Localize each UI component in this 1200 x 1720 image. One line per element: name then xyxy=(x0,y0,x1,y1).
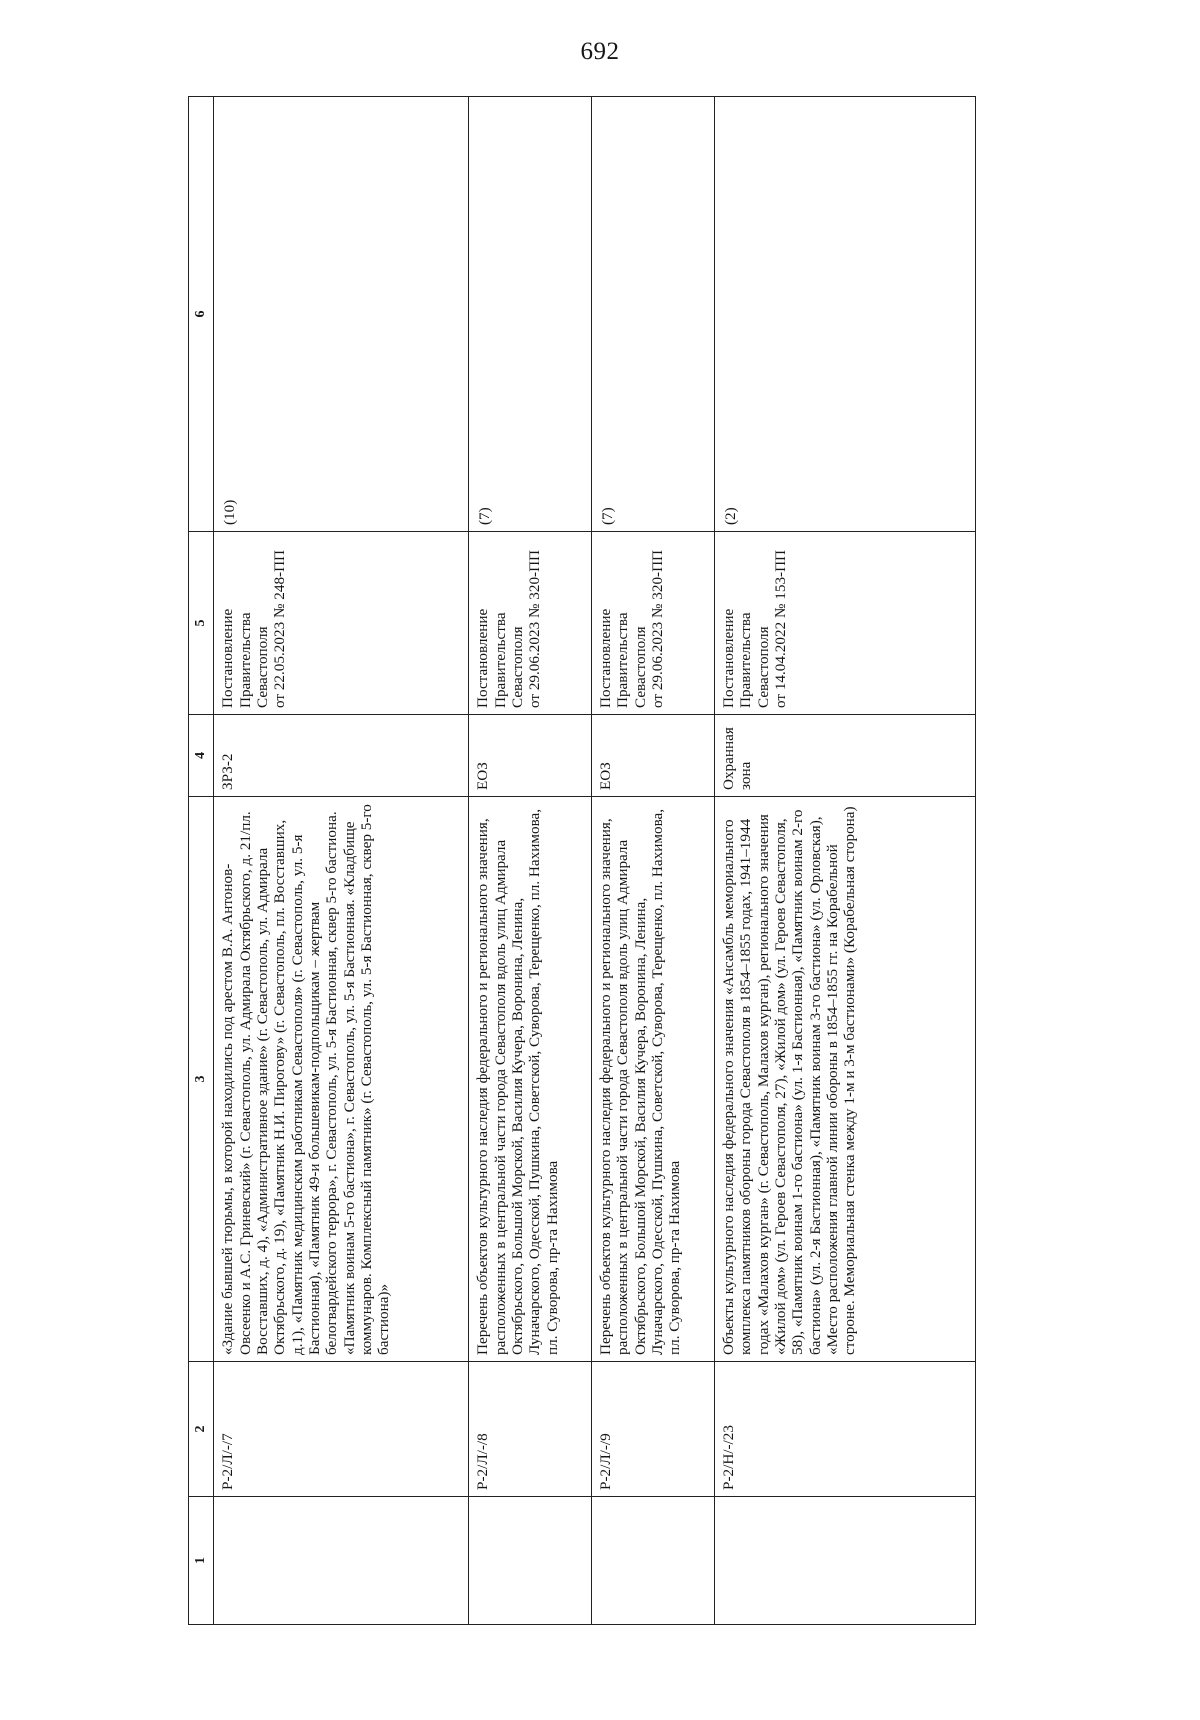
document-line: Севастополя xyxy=(254,626,272,708)
column-header: 6 xyxy=(189,97,214,532)
document-line: Постановление xyxy=(597,608,615,708)
code-cell: Р-2/Н/-/23 xyxy=(714,1362,975,1497)
document-line: Севастополя xyxy=(508,626,526,708)
document-line: Постановление xyxy=(219,608,237,708)
code-cell: Р-2/Л/-/8 xyxy=(469,1362,592,1497)
document-line: от 29.06.2023 № 320-ПП xyxy=(649,549,667,708)
note-cell: (10) xyxy=(214,97,469,532)
row-number-cell xyxy=(592,1497,715,1625)
column-header: 2 xyxy=(189,1362,214,1497)
document-line: Правительства xyxy=(236,612,254,708)
description-cell: Перечень объектов культурного наследия федерального и регионального значения, расположенных в центральной части города Севастополя вдоль улиц Адмирала Октябрьского, Большой Морской, Василия Кучера, Воронина, Ленина, Луначарского, Одесской, Пушкина, Советской, Суворова, Терещенко, пл. Нахимова, пл. Суворова, пр-та Нахимова xyxy=(592,797,715,1362)
row-number-cell xyxy=(714,1497,975,1625)
table-row xyxy=(469,97,592,1625)
document-line: от 29.06.2023 № 320-ПП xyxy=(526,549,544,708)
column-header: 1 xyxy=(189,1497,214,1625)
zone-cell: ЗРЗ-2 xyxy=(214,715,469,797)
zone-cell: ЕОЗ xyxy=(469,715,592,797)
document-cell xyxy=(469,532,592,715)
heritage-table xyxy=(188,96,976,1625)
document-line: Постановление xyxy=(474,608,492,708)
document-line: Правительства xyxy=(491,612,509,708)
table-row xyxy=(714,97,975,1625)
row-number-cell xyxy=(214,1497,469,1625)
document-line: Севастополя xyxy=(631,626,649,708)
table-row xyxy=(592,97,715,1625)
row-number-cell xyxy=(469,1497,592,1625)
code-cell: Р-2/Л/-/7 xyxy=(214,1362,469,1497)
rotated-table-wrapper xyxy=(188,97,976,1625)
document-cell xyxy=(214,532,469,715)
page-number: 692 xyxy=(580,38,620,65)
description-cell: «Здание бывшей тюрьмы, в которой находились под арестом В.А. Антонов-Овсеенко и А.С. Гриневский» (г. Севастополь, ул. Адмирала Октябрьского, д. 21/пл. Восставших, д. 4), «Административное здание» (г. Севастополь, ул. Адмирала Октябрьского, д. 19), «Памятник Н.И. Пирогову» (г. Севастополь, пл. Восставших, д.1), «Памятник медицинским работникам Севастополя» (г. Севастополь, ул. 5-я Бастионная), «Памятник 49-и большевикам-подпольщикам – жертвам белогвардейского террора», г. Севастополь, ул. 5-я Бастионная, сквер 5-го бастиона. «Памятник воинам 5-го бастиона», г. Севастополь, ул. 5-я Бастионная. «Кладбище коммунаров. Комплексный памятник» (г. Севастополь, ул. 5-я Бастионная, сквер 5-го бастиона)» xyxy=(214,797,469,1362)
code-cell: Р-2/Л/-/9 xyxy=(592,1362,715,1497)
description-cell: Перечень объектов культурного наследия федерального и регионального значения, расположенных в центральной части города Севастополя вдоль улиц Адмирала Октябрьского, Большой Морской, Василия Кучера, Воронина, Ленина, Луначарского, Одесской, Пушкина, Советской, Суворова, Терещенко, пл. Нахимова, пл. Суворова, пр-та Нахимова xyxy=(469,797,592,1362)
document-cell xyxy=(592,532,715,715)
document-line: Постановление xyxy=(719,608,737,708)
document-line: Правительства xyxy=(737,612,755,708)
note-cell: (7) xyxy=(469,97,592,532)
note-cell: (2) xyxy=(714,97,975,532)
zone-cell: ЕОЗ xyxy=(592,715,715,797)
document-line: Севастополя xyxy=(754,626,772,708)
document-cell xyxy=(714,532,975,715)
description-cell: Объекты культурного наследия федерального значения «Ансамбль мемориального комплекса памятников обороны города Севастополя в 1854–1855 годах, 1941–1944 годах «Малахов курган» (г. Севастополь, Малахов курган), регионального значения «Жилой дом» (ул. Героев Севастополя, 27), «Жилой дом» (ул. Героев Севастополя, 58), «Памятник воинам 1-го бастиона» (ул. 1-я Бастионная), «Памятник воинам 2-го бастиона» (ул. 2-я Бастионная), «Памятник воинам 3-го бастиона» (ул. Орловская), «Место расположения главной линии обороны в 1854–1855 гг. на Корабельной стороне. Мемориальная стенка между 1-м и 3-м бастионами» (Корабельная сторона) xyxy=(714,797,975,1362)
document-line: от 22.05.2023 № 248-ПП xyxy=(271,549,289,708)
document-line: от 14.04.2022 № 153-ПП xyxy=(771,549,789,708)
column-header: 3 xyxy=(189,797,214,1362)
column-header: 5 xyxy=(189,532,214,715)
table-header-row xyxy=(189,97,214,1625)
table-row xyxy=(214,97,469,1625)
zone-cell: Охранная зона xyxy=(714,715,975,797)
column-header: 4 xyxy=(189,715,214,797)
document-line: Правительства xyxy=(614,612,632,708)
note-cell: (7) xyxy=(592,97,715,532)
